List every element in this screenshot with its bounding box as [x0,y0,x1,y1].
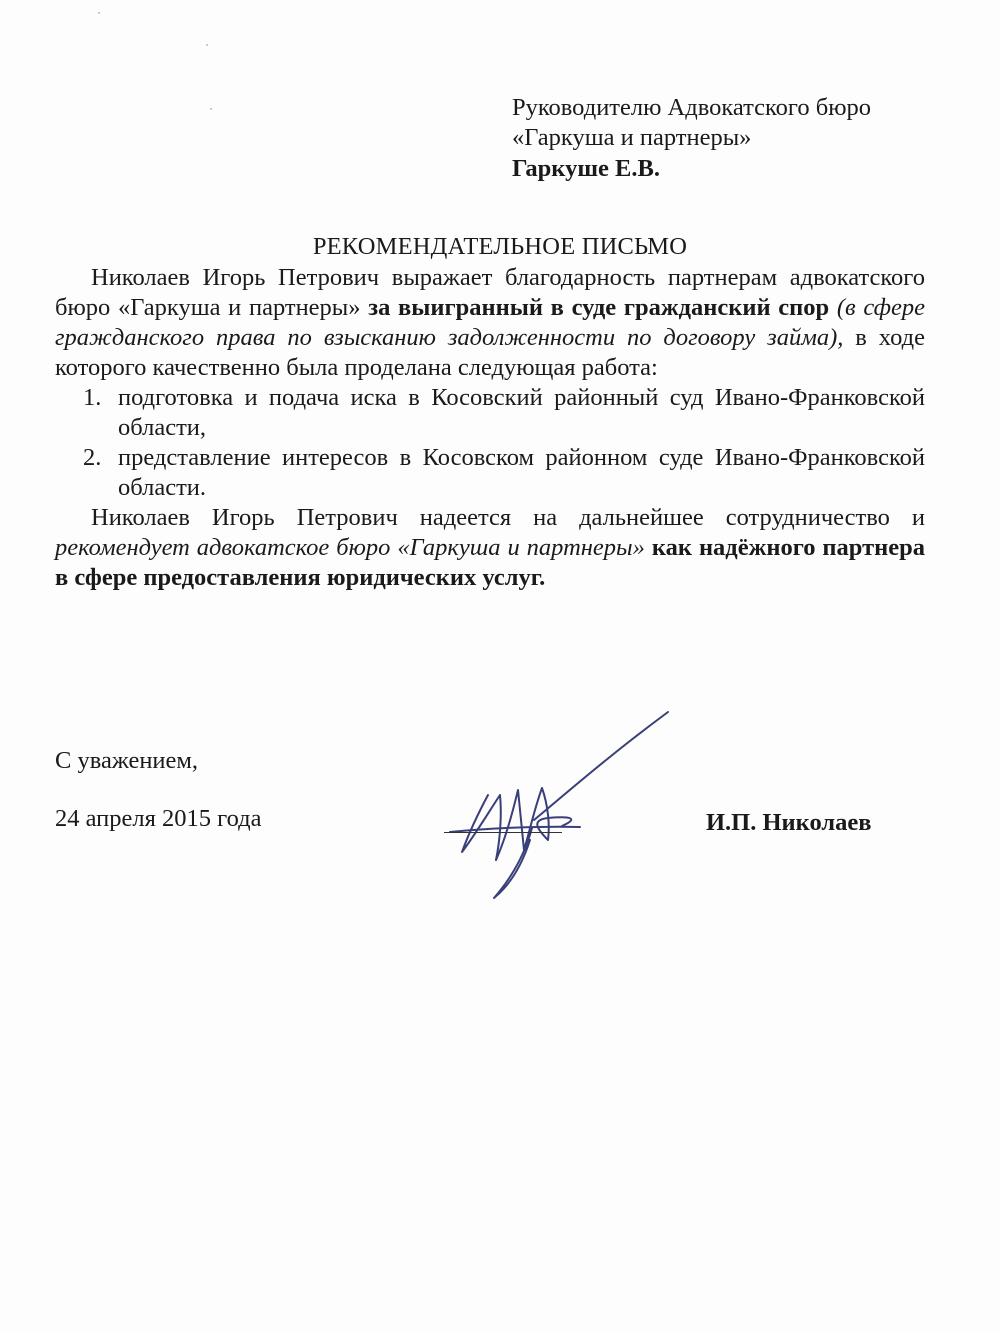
list-item-number: 1. [83,384,102,411]
gratitude-reason: за выигранный в суде гражданский спор [368,294,830,321]
work-list [55,383,925,503]
scan-speck [210,108,212,110]
scan-speck [98,12,100,14]
letter-body [55,263,925,593]
signature-line [444,832,562,833]
list-item [55,443,925,503]
list-item [55,383,925,443]
recommendation-text: Николаев Игорь Петрович надеется на дальнейшее сотрудничество и [91,504,925,531]
paragraph-gratitude [55,263,925,383]
addressee-position: Руководителю Адвокатского бюро [512,94,871,121]
handwritten-signature [430,700,690,910]
document-title: РЕКОМЕНДАТЕЛЬНОЕ ПИСЬМО [312,233,688,260]
letter-date: 24 апреля 2015 года [55,805,262,832]
recommendation-subject: рекомендует адвокатское бюро «Гаркуша и партнеры» [55,534,645,561]
signer-name: И.П. Николаев [706,809,872,836]
gratitude-text: Николаев Игорь Петрович выражает благодарность партнерам адвокатского бюро «Гаркуша и партнеры» [55,264,925,321]
addressee-organization: «Гаркуша и партнеры» [512,124,752,151]
addressee-name: Гаркуше Е.В. [512,155,660,182]
recommendation-conclusion: как надёжного партнера в сфере предоставления юридических услуг. [55,534,926,591]
list-item-number: 2. [83,444,102,471]
addressee-block [512,93,972,184]
scan-speck [206,44,208,46]
closing-salutation: С уважением, [55,747,199,774]
gratitude-continuation: в ходе которого качественно была проделана следующая работа: [55,324,925,381]
list-item-text: представление интересов в Косовском районном суде Ивано-Франковской области. [118,444,925,501]
list-item-text: подготовка и подача иска в Косовский районный суд Ивано-Франковской области, [118,384,925,441]
gratitude-details: (в сфере гражданского права по взысканию задолженности по договору займа), [55,294,926,351]
paragraph-recommendation [55,503,925,593]
